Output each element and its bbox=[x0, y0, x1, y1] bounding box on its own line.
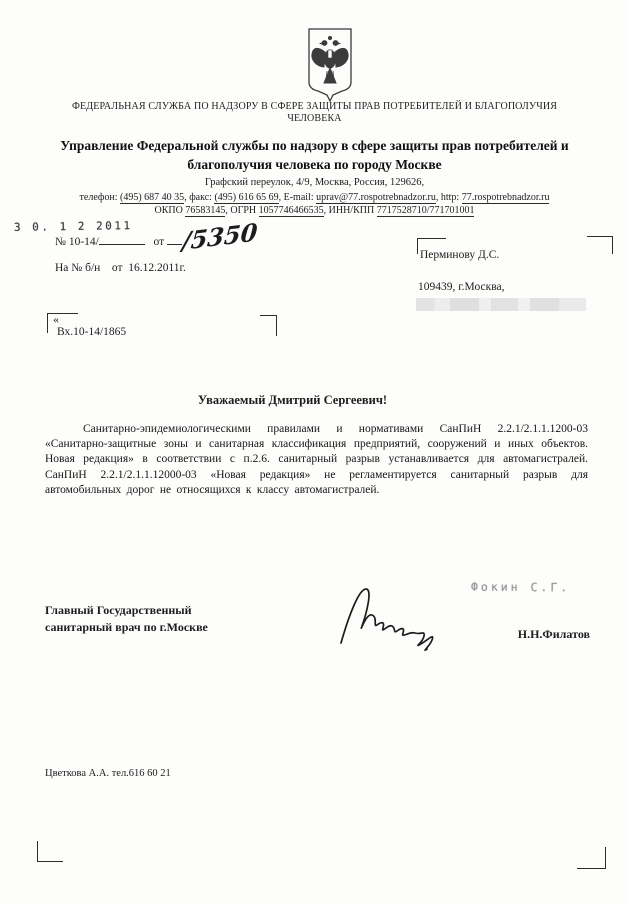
handwritten-outgoing-number: /5350 bbox=[180, 217, 259, 256]
website-address: 77.rospotrebnadzor.ru bbox=[461, 192, 550, 203]
inn-label: , ИНН/КПП bbox=[323, 205, 377, 216]
outgoing-number-prefix: № 10-14/ bbox=[55, 236, 99, 248]
okpo-label: ОКПО bbox=[154, 205, 186, 216]
reply-date: 16.12.2011г. bbox=[128, 262, 186, 274]
recipient-name: Перминову Д.С. bbox=[420, 249, 500, 261]
handwritten-signature bbox=[335, 583, 450, 655]
okpo-number: 76583145 bbox=[185, 205, 226, 216]
phone-label: телефон: bbox=[79, 192, 121, 203]
reply-reference-line bbox=[55, 262, 186, 274]
signer-position-line2: санитарный врач по г.Москве bbox=[45, 620, 208, 634]
department-title-line2: благополучия человека по городу Москве bbox=[187, 157, 442, 172]
web-label: , http: bbox=[435, 192, 462, 203]
signer-position bbox=[45, 602, 285, 636]
outgoing-date-blank bbox=[167, 234, 182, 245]
reply-ot-label: от bbox=[111, 262, 123, 274]
incoming-quote-mark: « bbox=[53, 312, 59, 326]
incoming-number: Вх.10-14/1865 bbox=[57, 326, 127, 338]
fax-label: , факс: bbox=[184, 192, 215, 203]
verification-stamp-name: Фокин С.Г. bbox=[470, 579, 571, 595]
outgoing-number-line bbox=[55, 234, 182, 248]
signer-position-line1: Главный Государственный bbox=[45, 603, 192, 617]
email-address: uprav@77.rospotrebnadzor.ru bbox=[316, 192, 436, 203]
contact-line-1 bbox=[0, 192, 629, 205]
agency-name-line2: ЧЕЛОВЕКА bbox=[287, 113, 342, 124]
letter-body: Санитарно-эпидемиологическими правилами и нормативами СанПиН 2.2.1/2.1.1.1200-03 «Санитарно-защитные зоны и санитарная классификация предприятий, сооружений и иных объектов. Новая редакция» в соответствии с п.2.6. санитарный разрыв устанавливается для автомагистралей. СанПиН 2.2.1/2.1.1.12000-03 «Новая редакция» не регламентируется санитарный разрыв для автомобильных дорог не относящихся к классу автомагистралей. bbox=[45, 423, 588, 496]
coat-of-arms-icon bbox=[301, 26, 359, 102]
postal-address: Графский переулок, 4/9, Москва, Россия, 129626, bbox=[204, 177, 425, 188]
department-title-line1: Управление Федеральной службы по надзору в сфере защиты прав потребителей и bbox=[60, 138, 569, 153]
signer-name: Н.Н.Филатов bbox=[517, 627, 590, 641]
date-stamp: 3 0. 1 2 2011 bbox=[13, 219, 133, 234]
crop-mark-recipient-right bbox=[587, 236, 613, 254]
phone-number: (495) 687 40 35 bbox=[120, 192, 185, 203]
recipient-address: 109439, г.Москва, bbox=[418, 281, 505, 293]
crop-mark-incoming-right bbox=[260, 315, 277, 336]
fax-number: (495) 616 65 69 bbox=[214, 192, 279, 203]
reply-prefix: На № б/н bbox=[55, 262, 101, 274]
ogrn-number: 1057746466535 bbox=[258, 205, 324, 216]
executor-contact: Цветкова А.А. тел.616 60 21 bbox=[45, 768, 171, 779]
inn-kpp-number: 7717528710/771701001 bbox=[376, 205, 475, 216]
outgoing-number-blank bbox=[99, 234, 145, 245]
ogrn-label: , ОГРН bbox=[225, 205, 259, 216]
crop-mark-bottom-left bbox=[37, 841, 63, 862]
contact-line-2 bbox=[0, 205, 629, 218]
redacted-address-block bbox=[416, 298, 586, 311]
salutation: Уважаемый Дмитрий Сергеевич! bbox=[197, 393, 388, 407]
crop-mark-bottom-right bbox=[577, 847, 606, 869]
agency-name-line1: ФЕДЕРАЛЬНАЯ СЛУЖБА ПО НАДЗОРУ В СФЕРЕ ЗАЩИТЫ ПРАВ ПОТРЕБИТЕЛЕЙ И БЛАГОПОЛУЧИЯ bbox=[71, 101, 558, 112]
outgoing-ot-label: от bbox=[153, 236, 165, 248]
email-label: , E-mail: bbox=[278, 192, 317, 203]
